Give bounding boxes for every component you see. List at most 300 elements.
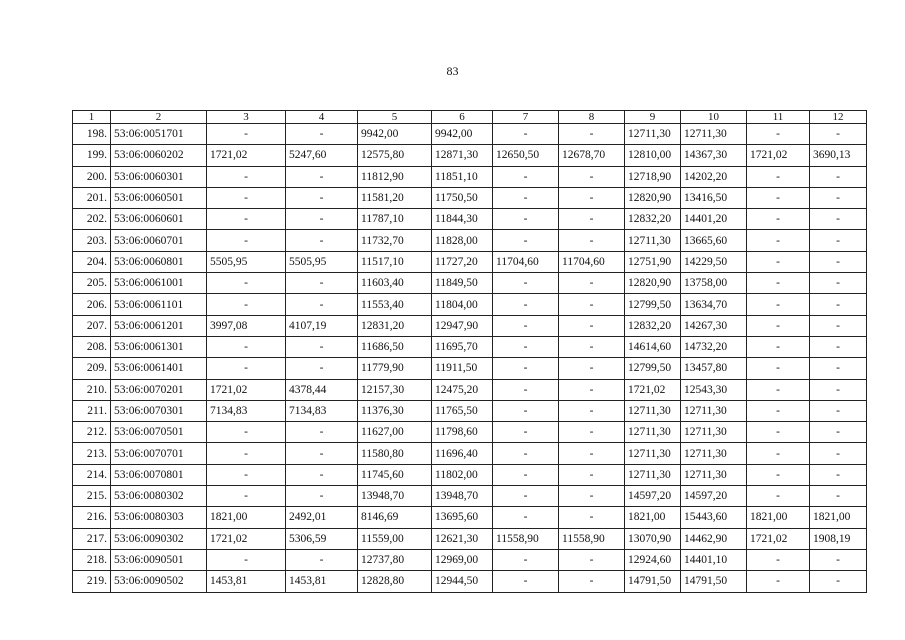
table-cell-col-12: -: [810, 422, 867, 443]
table-cell-col-7: -: [493, 400, 559, 421]
table-cell-col-8: -: [559, 549, 625, 570]
table-row: [73, 422, 867, 443]
table-row: [73, 400, 867, 421]
table-cell-col-3: -: [207, 549, 286, 570]
table-cell-col-7: -: [493, 571, 559, 592]
table-cell-col-5: 11779,90: [358, 358, 432, 379]
table-cell-col-8: -: [559, 571, 625, 592]
table-cell-col-2: 53:06:0090302: [111, 528, 207, 549]
table-cell-col-7: 11704,60: [493, 251, 559, 272]
table-cell-col-6: 11844,30: [432, 209, 493, 230]
table-cell-col-8: -: [559, 486, 625, 507]
table-cell-col-7: 12650,50: [493, 145, 559, 166]
table-cell-col-5: 11580,80: [358, 443, 432, 464]
table-cell-col-4: -: [286, 336, 358, 357]
table-cell-col-4: -: [286, 464, 358, 485]
table-cell-col-2: 53:06:0061301: [111, 336, 207, 357]
table-cell-col-12: -: [810, 336, 867, 357]
table-row: [73, 528, 867, 549]
table-cell-col-12: -: [810, 251, 867, 272]
column-header-6: 6: [432, 111, 493, 124]
table-cell-col-11: 1821,00: [747, 507, 810, 528]
table-cell-col-2: 53:06:0070201: [111, 379, 207, 400]
table-cell-col-7: -: [493, 486, 559, 507]
table-cell-col-7: -: [493, 358, 559, 379]
table-cell-col-8: -: [559, 187, 625, 208]
table-cell-col-5: 11686,50: [358, 336, 432, 357]
table-cell-col-9: 12924,60: [625, 549, 681, 570]
table-cell-col-2: 53:06:0060801: [111, 251, 207, 272]
table-cell-col-6: 11695,70: [432, 336, 493, 357]
table-cell-col-5: 11603,40: [358, 273, 432, 294]
table-cell-col-2: 53:06:0080302: [111, 486, 207, 507]
table-cell-col-12: -: [810, 486, 867, 507]
table-cell-col-1: 200.: [73, 166, 111, 187]
table-cell-col-5: 11787,10: [358, 209, 432, 230]
table-cell-col-11: -: [747, 273, 810, 294]
table-cell-col-11: -: [747, 571, 810, 592]
table-cell-col-3: 1821,00: [207, 507, 286, 528]
table-cell-col-4: 7134,83: [286, 400, 358, 421]
table-cell-col-4: -: [286, 486, 358, 507]
table-cell-col-8: -: [559, 336, 625, 357]
table-cell-col-10: 14401,10: [681, 549, 747, 570]
table-row: [73, 273, 867, 294]
table-cell-col-8: -: [559, 400, 625, 421]
table-cell-col-2: 53:06:0061101: [111, 294, 207, 315]
table-row: [73, 358, 867, 379]
table-cell-col-9: 12820,90: [625, 273, 681, 294]
table-cell-col-3: -: [207, 464, 286, 485]
table-cell-col-12: 1908,19: [810, 528, 867, 549]
table-cell-col-8: -: [559, 273, 625, 294]
table-cell-col-7: -: [493, 422, 559, 443]
table-cell-col-7: -: [493, 273, 559, 294]
table-cell-col-11: -: [747, 422, 810, 443]
table-cell-col-1: 206.: [73, 294, 111, 315]
table-cell-col-4: -: [286, 124, 358, 145]
data-table: [72, 110, 867, 593]
table-cell-col-5: 13948,70: [358, 486, 432, 507]
table-cell-col-5: 11517,10: [358, 251, 432, 272]
table-cell-col-11: -: [747, 464, 810, 485]
table-cell-col-10: 14401,20: [681, 209, 747, 230]
table-cell-col-5: 11732,70: [358, 230, 432, 251]
table-row: [73, 294, 867, 315]
table-cell-col-7: -: [493, 443, 559, 464]
table-cell-col-1: 214.: [73, 464, 111, 485]
table-cell-col-6: 11828,00: [432, 230, 493, 251]
table-cell-col-12: -: [810, 464, 867, 485]
column-header-1: 1: [73, 111, 111, 124]
table-cell-col-8: -: [559, 124, 625, 145]
table-cell-col-2: 53:06:0060601: [111, 209, 207, 230]
table-cell-col-6: 12475,20: [432, 379, 493, 400]
table-cell-col-6: 12947,90: [432, 315, 493, 336]
table-cell-col-10: 14732,20: [681, 336, 747, 357]
table-cell-col-10: 12711,30: [681, 443, 747, 464]
table-cell-col-1: 198.: [73, 124, 111, 145]
table-cell-col-6: 11765,50: [432, 400, 493, 421]
table-cell-col-3: -: [207, 166, 286, 187]
table-cell-col-3: -: [207, 486, 286, 507]
table-cell-col-10: 15443,60: [681, 507, 747, 528]
table-cell-col-1: 216.: [73, 507, 111, 528]
table-cell-col-12: -: [810, 273, 867, 294]
table-cell-col-2: 53:06:0070301: [111, 400, 207, 421]
table-row: [73, 379, 867, 400]
table-cell-col-10: 14229,50: [681, 251, 747, 272]
table-cell-col-6: 11798,60: [432, 422, 493, 443]
table-cell-col-4: -: [286, 209, 358, 230]
table-cell-col-11: -: [747, 336, 810, 357]
table-cell-col-4: -: [286, 358, 358, 379]
table-cell-col-3: 1453,81: [207, 571, 286, 592]
table-cell-col-4: -: [286, 294, 358, 315]
table-cell-col-2: 53:06:0070801: [111, 464, 207, 485]
table-cell-col-2: 53:06:0070501: [111, 422, 207, 443]
table-cell-col-7: -: [493, 315, 559, 336]
column-header-10: 10: [681, 111, 747, 124]
table-cell-col-1: 215.: [73, 486, 111, 507]
table-cell-col-11: -: [747, 294, 810, 315]
table-cell-col-6: 9942,00: [432, 124, 493, 145]
table-cell-col-9: 14614,60: [625, 336, 681, 357]
table-cell-col-10: 14462,90: [681, 528, 747, 549]
table-row: [73, 251, 867, 272]
table-cell-col-9: 12711,30: [625, 400, 681, 421]
table-cell-col-9: 12810,00: [625, 145, 681, 166]
table-cell-col-9: 14791,50: [625, 571, 681, 592]
table-cell-col-2: 53:06:0090502: [111, 571, 207, 592]
table-cell-col-5: 11745,60: [358, 464, 432, 485]
table-row: [73, 464, 867, 485]
table-cell-col-6: 11727,20: [432, 251, 493, 272]
table-cell-col-8: -: [559, 315, 625, 336]
table-cell-col-9: 12751,90: [625, 251, 681, 272]
table-cell-col-12: -: [810, 549, 867, 570]
table-row: [73, 336, 867, 357]
table-cell-col-10: 14202,20: [681, 166, 747, 187]
table-cell-col-10: 12711,30: [681, 464, 747, 485]
table-cell-col-6: 11851,10: [432, 166, 493, 187]
column-header-3: 3: [207, 111, 286, 124]
table-cell-col-4: -: [286, 549, 358, 570]
table-cell-col-8: -: [559, 379, 625, 400]
table-cell-col-3: 1721,02: [207, 379, 286, 400]
table-cell-col-5: 12157,30: [358, 379, 432, 400]
table-cell-col-11: -: [747, 124, 810, 145]
table-cell-col-1: 202.: [73, 209, 111, 230]
table-cell-col-3: 1721,02: [207, 145, 286, 166]
table-cell-col-4: 4378,44: [286, 379, 358, 400]
table-cell-col-4: 4107,19: [286, 315, 358, 336]
table-cell-col-8: -: [559, 209, 625, 230]
table-cell-col-12: 3690,13: [810, 145, 867, 166]
table-cell-col-10: 12711,30: [681, 422, 747, 443]
table-row: [73, 549, 867, 570]
table-cell-col-11: -: [747, 315, 810, 336]
table-cell-col-2: 53:06:0080303: [111, 507, 207, 528]
table-cell-col-6: 11911,50: [432, 358, 493, 379]
table-cell-col-9: 1721,02: [625, 379, 681, 400]
table-cell-col-1: 219.: [73, 571, 111, 592]
table-cell-col-7: 11558,90: [493, 528, 559, 549]
table-cell-col-5: 9942,00: [358, 124, 432, 145]
table-cell-col-5: 11553,40: [358, 294, 432, 315]
table-cell-col-8: -: [559, 507, 625, 528]
table-cell-col-12: -: [810, 315, 867, 336]
table-cell-col-3: -: [207, 294, 286, 315]
table-cell-col-9: 12711,30: [625, 443, 681, 464]
table-cell-col-10: 12711,30: [681, 400, 747, 421]
table-cell-col-11: -: [747, 486, 810, 507]
table-cell-col-4: -: [286, 273, 358, 294]
table-cell-col-11: -: [747, 379, 810, 400]
table-cell-col-6: 11849,50: [432, 273, 493, 294]
table-cell-col-3: -: [207, 336, 286, 357]
table-cell-col-11: -: [747, 400, 810, 421]
table-cell-col-12: 1821,00: [810, 507, 867, 528]
table-cell-col-5: 12575,80: [358, 145, 432, 166]
table-cell-col-11: -: [747, 230, 810, 251]
table-cell-col-4: 5306,59: [286, 528, 358, 549]
table-cell-col-4: -: [286, 230, 358, 251]
column-header-11: 11: [747, 111, 810, 124]
table-body: [73, 124, 867, 593]
table-cell-col-11: -: [747, 358, 810, 379]
table-cell-col-3: -: [207, 358, 286, 379]
table-cell-col-1: 203.: [73, 230, 111, 251]
table-cell-col-1: 213.: [73, 443, 111, 464]
table-cell-col-8: 11558,90: [559, 528, 625, 549]
table-cell-col-12: -: [810, 571, 867, 592]
table-cell-col-1: 199.: [73, 145, 111, 166]
table-cell-col-10: 12543,30: [681, 379, 747, 400]
table-cell-col-9: 13070,90: [625, 528, 681, 549]
table-cell-col-2: 53:06:0061401: [111, 358, 207, 379]
table-cell-col-1: 205.: [73, 273, 111, 294]
table-cell-col-8: -: [559, 358, 625, 379]
table-cell-col-12: -: [810, 230, 867, 251]
table-cell-col-10: 13634,70: [681, 294, 747, 315]
table-cell-col-7: -: [493, 507, 559, 528]
table-cell-col-4: 1453,81: [286, 571, 358, 592]
table-cell-col-5: 12828,80: [358, 571, 432, 592]
table-cell-col-6: 12969,00: [432, 549, 493, 570]
table-cell-col-4: 5247,60: [286, 145, 358, 166]
table-cell-col-5: 11812,90: [358, 166, 432, 187]
table-cell-col-10: 14791,50: [681, 571, 747, 592]
table-cell-col-4: 2492,01: [286, 507, 358, 528]
table-cell-col-10: 13457,80: [681, 358, 747, 379]
table-cell-col-5: 11559,00: [358, 528, 432, 549]
table-cell-col-2: 53:06:0060501: [111, 187, 207, 208]
table-cell-col-1: 209.: [73, 358, 111, 379]
table-cell-col-1: 210.: [73, 379, 111, 400]
table-cell-col-9: 12799,50: [625, 358, 681, 379]
table-row: [73, 187, 867, 208]
table-cell-col-9: 14597,20: [625, 486, 681, 507]
table-cell-col-3: -: [207, 124, 286, 145]
table-cell-col-12: -: [810, 358, 867, 379]
table-cell-col-11: -: [747, 443, 810, 464]
table-cell-col-2: 53:06:0051701: [111, 124, 207, 145]
table-cell-col-12: -: [810, 166, 867, 187]
table-row: [73, 571, 867, 592]
table-cell-col-9: 12820,90: [625, 187, 681, 208]
table-cell-col-9: 1821,00: [625, 507, 681, 528]
page-number: 83: [446, 64, 459, 78]
table-cell-col-7: -: [493, 187, 559, 208]
table-cell-col-10: 14367,30: [681, 145, 747, 166]
table-cell-col-10: 14597,20: [681, 486, 747, 507]
table-row: [73, 230, 867, 251]
table-row: [73, 443, 867, 464]
table-cell-col-8: -: [559, 166, 625, 187]
table-cell-col-4: -: [286, 187, 358, 208]
table-cell-col-12: -: [810, 443, 867, 464]
table-cell-col-7: -: [493, 166, 559, 187]
table-cell-col-12: -: [810, 209, 867, 230]
table-cell-col-7: -: [493, 230, 559, 251]
table-cell-col-6: 11804,00: [432, 294, 493, 315]
table-cell-col-10: 13665,60: [681, 230, 747, 251]
column-header-8: 8: [559, 111, 625, 124]
table-cell-col-12: -: [810, 187, 867, 208]
table-cell-col-12: -: [810, 294, 867, 315]
table-cell-col-1: 201.: [73, 187, 111, 208]
table-cell-col-2: 53:06:0070701: [111, 443, 207, 464]
table-cell-col-1: 204.: [73, 251, 111, 272]
table-cell-col-6: 11750,50: [432, 187, 493, 208]
table-cell-col-11: 1721,02: [747, 145, 810, 166]
table-cell-col-3: -: [207, 273, 286, 294]
table-cell-col-8: -: [559, 230, 625, 251]
table-cell-col-9: 12711,30: [625, 422, 681, 443]
table-cell-col-5: 11581,20: [358, 187, 432, 208]
table-cell-col-5: 12737,80: [358, 549, 432, 570]
table-cell-col-9: 12711,30: [625, 124, 681, 145]
table-row: [73, 166, 867, 187]
table-row: [73, 315, 867, 336]
column-header-2: 2: [111, 111, 207, 124]
table-cell-col-5: 11376,30: [358, 400, 432, 421]
table-cell-col-9: 12718,90: [625, 166, 681, 187]
column-header-12: 12: [810, 111, 867, 124]
table-cell-col-1: 208.: [73, 336, 111, 357]
table-cell-col-7: -: [493, 464, 559, 485]
table-cell-col-3: -: [207, 443, 286, 464]
table-cell-col-6: 12871,30: [432, 145, 493, 166]
table-cell-col-12: -: [810, 379, 867, 400]
table-row: [73, 507, 867, 528]
table-cell-col-4: -: [286, 422, 358, 443]
table-cell-col-6: 12621,30: [432, 528, 493, 549]
table-cell-col-2: 53:06:0060202: [111, 145, 207, 166]
table-cell-col-6: 11802,00: [432, 464, 493, 485]
table-cell-col-3: -: [207, 422, 286, 443]
table-cell-col-8: -: [559, 422, 625, 443]
table-cell-col-11: -: [747, 187, 810, 208]
column-header-7: 7: [493, 111, 559, 124]
table-cell-col-7: -: [493, 124, 559, 145]
table-cell-col-5: 12831,20: [358, 315, 432, 336]
table-row: [73, 145, 867, 166]
table-cell-col-3: 3997,08: [207, 315, 286, 336]
table-cell-col-9: 12832,20: [625, 315, 681, 336]
column-header-5: 5: [358, 111, 432, 124]
table-cell-col-5: 8146,69: [358, 507, 432, 528]
column-header-4: 4: [286, 111, 358, 124]
table-cell-col-10: 13758,00: [681, 273, 747, 294]
table-cell-col-6: 12944,50: [432, 571, 493, 592]
table-cell-col-8: 12678,70: [559, 145, 625, 166]
table-cell-col-3: 5505,95: [207, 251, 286, 272]
table-cell-col-11: 1721,02: [747, 528, 810, 549]
table-cell-col-12: -: [810, 124, 867, 145]
table-cell-col-6: 13948,70: [432, 486, 493, 507]
table-cell-col-1: 217.: [73, 528, 111, 549]
table-cell-col-8: -: [559, 464, 625, 485]
table-row: [73, 124, 867, 145]
table-cell-col-11: -: [747, 209, 810, 230]
table-cell-col-7: -: [493, 294, 559, 315]
column-header-9: 9: [625, 111, 681, 124]
table-cell-col-6: 13695,60: [432, 507, 493, 528]
table-cell-col-10: 13416,50: [681, 187, 747, 208]
table-cell-col-3: -: [207, 209, 286, 230]
table-cell-col-3: -: [207, 187, 286, 208]
table-cell-col-7: -: [493, 209, 559, 230]
table-cell-col-3: -: [207, 230, 286, 251]
table-cell-col-7: -: [493, 549, 559, 570]
table-cell-col-7: -: [493, 336, 559, 357]
table-cell-col-9: 12711,30: [625, 464, 681, 485]
table-cell-col-1: 218.: [73, 549, 111, 570]
table-row: [73, 486, 867, 507]
table-cell-col-2: 53:06:0061201: [111, 315, 207, 336]
table-cell-col-2: 53:06:0090501: [111, 549, 207, 570]
table-cell-col-8: 11704,60: [559, 251, 625, 272]
table-cell-col-3: 1721,02: [207, 528, 286, 549]
table-cell-col-5: 11627,00: [358, 422, 432, 443]
table-cell-col-3: 7134,83: [207, 400, 286, 421]
table-cell-col-7: -: [493, 379, 559, 400]
table-cell-col-1: 212.: [73, 422, 111, 443]
table-cell-col-9: 12832,20: [625, 209, 681, 230]
table-cell-col-4: 5505,95: [286, 251, 358, 272]
table-cell-col-12: -: [810, 400, 867, 421]
table-cell-col-4: -: [286, 443, 358, 464]
table-cell-col-11: -: [747, 549, 810, 570]
table-cell-col-6: 11696,40: [432, 443, 493, 464]
table-cell-col-2: 53:06:0060701: [111, 230, 207, 251]
table-cell-col-1: 211.: [73, 400, 111, 421]
table-cell-col-8: -: [559, 443, 625, 464]
table-row: [73, 209, 867, 230]
table-cell-col-4: -: [286, 166, 358, 187]
table-cell-col-2: 53:06:0060301: [111, 166, 207, 187]
table-cell-col-9: 12711,30: [625, 230, 681, 251]
table-cell-col-10: 14267,30: [681, 315, 747, 336]
table-cell-col-8: -: [559, 294, 625, 315]
header-row: [73, 111, 867, 124]
table-cell-col-9: 12799,50: [625, 294, 681, 315]
table-cell-col-1: 207.: [73, 315, 111, 336]
table-cell-col-10: 12711,30: [681, 124, 747, 145]
table-cell-col-11: -: [747, 251, 810, 272]
